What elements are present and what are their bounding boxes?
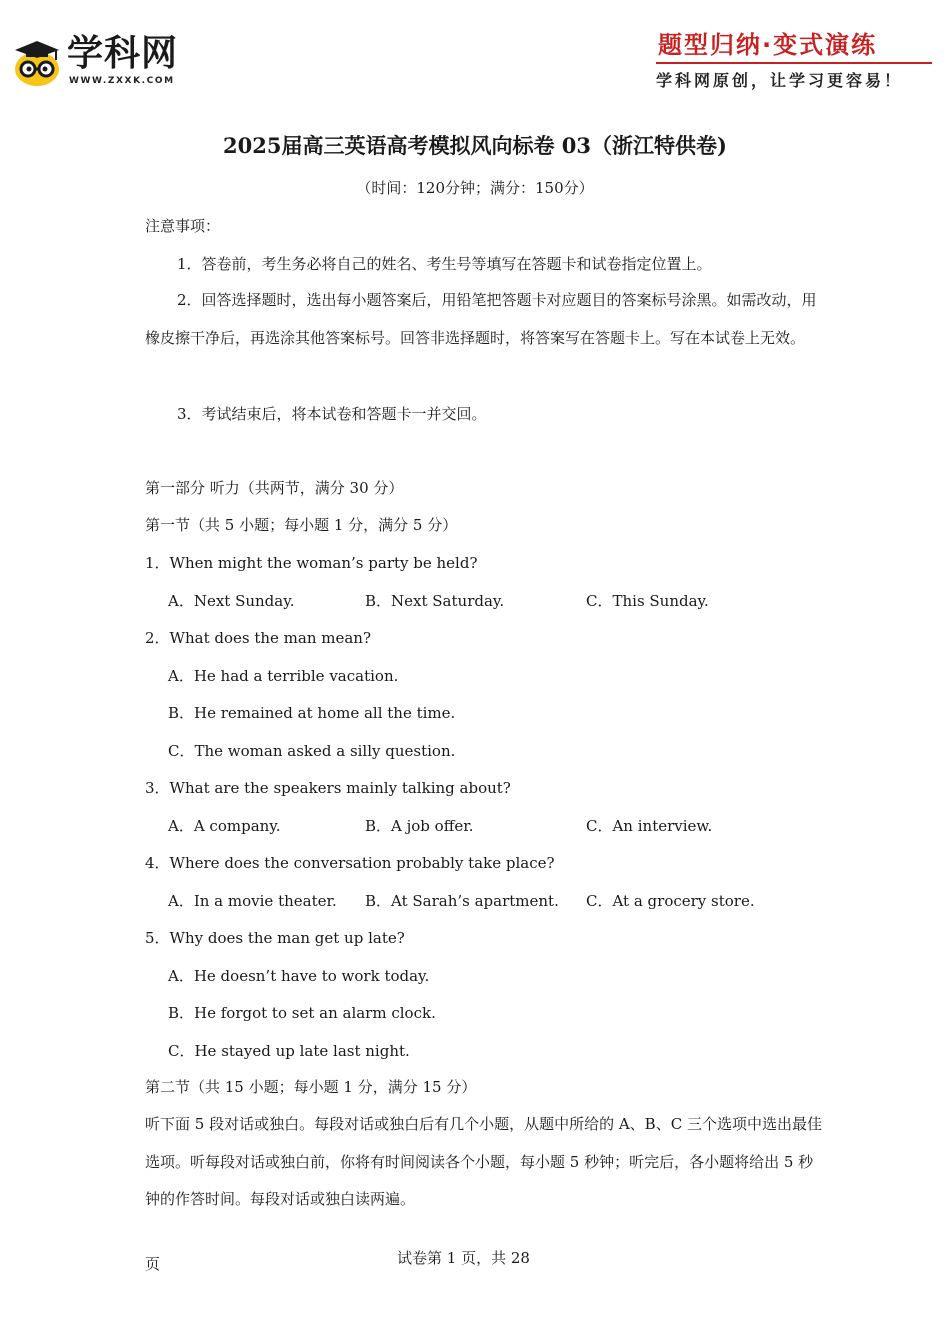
logo-url: WWW.ZXXK.COM bbox=[69, 76, 175, 86]
option-b[interactable]: B．A job offer. bbox=[365, 817, 474, 835]
option-b[interactable]: B．He forgot to set an alarm clock. bbox=[168, 1004, 436, 1022]
option-c[interactable]: C．At a grocery store. bbox=[586, 892, 755, 910]
section1-heading: 第一节（共 5 小题；每小题 1 分，满分 5 分） bbox=[145, 516, 458, 534]
question-stem: 1．When might the woman’s party be held? bbox=[145, 554, 478, 572]
question-stem: 3．What are the speakers mainly talking about? bbox=[145, 779, 511, 797]
question-stem: 5．Why does the man get up late? bbox=[145, 929, 405, 947]
option-c[interactable]: C．The woman asked a silly question. bbox=[168, 742, 456, 760]
section2-heading: 第二节（共 15 小题；每小题 1 分，满分 15 分） bbox=[145, 1078, 477, 1096]
option-b[interactable]: B．At Sarah’s apartment. bbox=[365, 892, 559, 910]
notes-item-2: 2．回答选择题时，选出每小题答案后，用铅笔把答题卡对应题目的答案标号涂黑。如需改动，用橡皮擦干净后，再选涂其他答案标号。回答非选择题时，将答案写在答题卡上。写在本试卷上无效。 bbox=[145, 291, 817, 347]
option-a[interactable]: A．A company. bbox=[168, 817, 281, 835]
notes-item-3: 3．考试结束后，将本试卷和答题卡一并交回。 bbox=[177, 405, 487, 423]
exam-subtitle: （时间：120分钟；满分：150分） bbox=[356, 179, 594, 197]
slogan-title: 题型归纳·变式演练 bbox=[658, 31, 878, 59]
exam-title: 2025届高三英语高考模拟风向标卷 03（浙江特供卷) bbox=[223, 133, 727, 158]
option-a[interactable]: A．In a movie theater. bbox=[168, 892, 337, 910]
notes-heading: 注意事项： bbox=[145, 217, 221, 235]
section2-instructions: 听下面 5 段对话或独白。每段对话或独白后有几个小题，从题中所给的 A、B、C 三个选项中选出最佳选项。听每段对话或独白前，你将有时间阅读各个小题，每小题 5 秒钟；听完后，各小题将给出 5 秒钟的作答时间。每段对话或独白读两遍。 bbox=[145, 1115, 822, 1208]
graduate-owl-icon bbox=[12, 38, 62, 88]
option-c[interactable]: C．This Sunday. bbox=[586, 592, 709, 610]
option-c[interactable]: C．An interview. bbox=[586, 817, 713, 835]
question-stem: 2．What does the man mean? bbox=[145, 629, 372, 647]
notes-item-1: 1．答卷前，考生务必将自己的姓名、考生号等填写在答题卡和试卷指定位置上。 bbox=[177, 255, 712, 273]
slogan-divider bbox=[656, 62, 932, 64]
page-number: 试卷第 1 页，共 28 bbox=[397, 1249, 530, 1267]
option-b[interactable]: B．He remained at home all the time. bbox=[168, 704, 456, 722]
site-logo[interactable] bbox=[12, 30, 212, 92]
option-a[interactable]: A．He doesn’t have to work today. bbox=[168, 967, 430, 985]
slogan-subtitle: 学科网原创，让学习更容易！ bbox=[656, 71, 904, 90]
option-a[interactable]: A．Next Sunday. bbox=[168, 592, 295, 610]
page-number-suffix: 页 bbox=[145, 1255, 161, 1273]
option-c[interactable]: C．He stayed up late last night. bbox=[168, 1042, 410, 1060]
option-a[interactable]: A．He had a terrible vacation. bbox=[168, 667, 399, 685]
logo-text: 学科网 bbox=[67, 33, 179, 74]
option-b[interactable]: B．Next Saturday. bbox=[365, 592, 505, 610]
part1-heading: 第一部分 听力（共两节，满分 30 分） bbox=[145, 479, 404, 497]
question-stem: 4．Where does the conversation probably take place? bbox=[145, 854, 555, 872]
